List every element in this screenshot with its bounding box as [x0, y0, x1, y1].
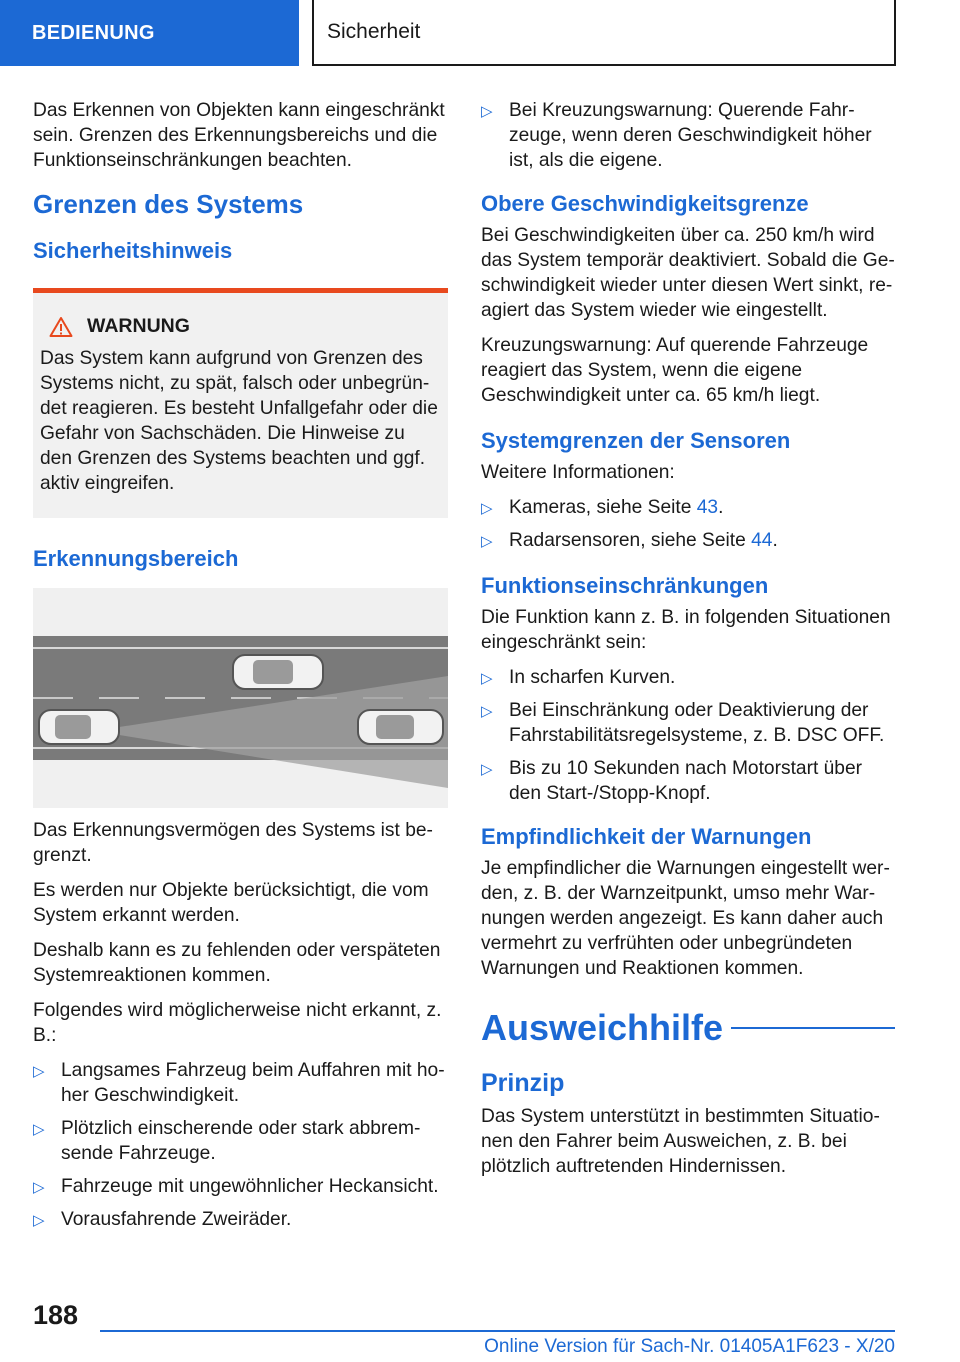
list-item: ▷ Vorausfahrende Zweiräder. — [33, 1207, 448, 1232]
triangle-bullet-icon: ▷ — [481, 103, 493, 120]
obere-paragraph-2: Kreuzungswarnung: Auf querende Fahrzeuge reagiert das System, wenn die eigene Geschwindigkeit unter ca. 65 km/h liegt. — [481, 335, 869, 406]
list-item: ▷ Bei Kreuzungswarnung: Querende Fahrzeuge, wenn deren Geschwindigkeit höher ist, als die eigene. — [481, 100, 872, 171]
triangle-bullet-icon: ▷ — [33, 1063, 45, 1080]
page-number: 188 — [33, 1300, 79, 1330]
footer-divider — [100, 1330, 895, 1332]
warning-label: WARNUNG — [87, 315, 190, 337]
section-title: Sicherheit — [327, 20, 421, 43]
triangle-bullet-icon: ▷ — [33, 1121, 45, 1138]
heading-divider — [731, 1027, 895, 1029]
intro-paragraph: Das Erkennen von Objekten kann eingeschränkt sein. Grenzen des Erkennungsbereichs und die Funktionseinschränkungen beachten. — [33, 100, 445, 171]
list-item: ▷ Bis zu 10 Sekunden nach Motorstart über den Start-/Stopp-Knopf. — [481, 758, 863, 804]
list-item: ▷ In scharfen Kurven. — [481, 665, 895, 690]
prinzip-paragraph: Das System unterstützt in bestimmten Situationen den Fahrer beim Ausweichen, z. B. bei plötzlich auftretenden Hindernissen. — [481, 1106, 880, 1177]
ausweichhilfe-heading-row — [481, 1007, 895, 1049]
figure-caption-2: Es werden nur Objekte berücksichtigt, die vom System erkannt werden. — [33, 880, 429, 926]
left-column — [33, 98, 448, 1240]
warning-triangle-icon — [49, 316, 73, 338]
heading-erkennungsbereich: Erkennungsbereich — [33, 546, 239, 571]
triangle-bullet-icon: ▷ — [481, 670, 493, 687]
triangle-bullet-icon: ▷ — [481, 500, 493, 517]
page-link-radarsensoren[interactable]: 44 — [751, 530, 773, 551]
section-header — [312, 0, 896, 66]
heading-funktionseinschraenkungen: Funktionseinschränkungen — [481, 573, 769, 598]
figure-caption-3: Deshalb kann es zu fehlenden oder verspäteten Systemreaktionen kommen. — [33, 940, 441, 986]
triangle-bullet-icon: ▷ — [33, 1212, 45, 1229]
right-column — [481, 98, 895, 1189]
heading-ausweichhilfe: Ausweichhilfe — [481, 1007, 724, 1048]
heading-empfindlichkeit: Empfindlichkeit der Warnungen — [481, 824, 812, 849]
sensor-list — [481, 495, 895, 553]
warning-box — [33, 288, 448, 518]
list-item: ▷ Radarsensoren, siehe Seite 44. — [481, 528, 895, 553]
not-detected-list — [33, 1058, 448, 1232]
obere-paragraph-1: Bei Geschwindigkeiten über ca. 250 km/h wird das System temporär deaktiviert. Sobald die Geschwindigkeit wieder unter diesen Wert sinkt, reagiert das System wieder wie eingestellt. — [481, 225, 895, 321]
page-link-kameras[interactable]: 43 — [696, 497, 719, 518]
footer-text: Online Version für Sach-Nr. 01405A1F623 - X/20 — [484, 1336, 895, 1357]
list-item: ▷ Kameras, siehe Seite 43. — [481, 495, 895, 520]
heading-systemgrenzen-sensoren: Systemgrenzen der Sensoren — [481, 428, 791, 453]
sensoren-paragraph: Weitere Informationen: — [481, 462, 675, 483]
heading-obere-geschwindigkeitsgrenze: Obere Geschwindigkeitsgrenze — [481, 191, 809, 216]
car-right-icon — [358, 710, 443, 744]
car-ahead-icon — [233, 655, 323, 689]
chapter-tab — [0, 0, 299, 66]
triangle-bullet-icon: ▷ — [481, 761, 493, 778]
list-item: ▷ Langsames Fahrzeug beim Auffahren mit hoher Geschwindigkeit. — [33, 1060, 445, 1106]
chapter-title: BEDIENUNG — [32, 21, 155, 44]
list-item: ▷ Bei Einschränkung oder Deaktivierung der Fahrstabilitätsregelsysteme, z. B. DSC OFF. — [481, 700, 885, 746]
triangle-bullet-icon: ▷ — [481, 533, 493, 550]
triangle-bullet-icon: ▷ — [33, 1179, 45, 1196]
funktion-paragraph: Die Funktion kann z. B. in folgenden Situationen eingeschränkt sein: — [481, 607, 891, 653]
triangle-bullet-icon: ▷ — [481, 703, 493, 720]
crossing-warning-list — [481, 98, 895, 173]
own-car-icon — [39, 710, 119, 744]
figure-caption-4: Folgendes wird möglicherweise nicht erkannt, z. B.: — [33, 1000, 442, 1046]
detection-range-figure — [33, 588, 448, 808]
funktion-list — [481, 665, 895, 806]
warning-text: Das System kann aufgrund von Grenzen des Systems nicht, zu spät, falsch oder unbegründet reagieren. Es besteht Unfallgefahr oder die Gefahr von Sachschäden. Die Hinweise zu den Grenzen des Systems beachten und ggf. aktiv eingreifen. — [40, 348, 438, 494]
empfindlichkeit-paragraph: Je empfindlicher die Warnungen eingestellt werden, z. B. der Warnzeitpunkt, umso mehr Warnungen werden angezeigt. Es kann daher auch vermehrt zu verfrühten oder unbegründeten Warnungen und Reaktionen kommen. — [481, 858, 890, 979]
list-item: ▷ Fahrzeuge mit ungewöhnlicher Heckansicht. — [33, 1174, 448, 1199]
list-item: ▷ Plötzlich einscherende oder stark abbremsende Fahrzeuge. — [33, 1118, 421, 1164]
warning-header — [49, 315, 441, 338]
heading-sicherheitshinweis: Sicherheitshinweis — [33, 238, 233, 263]
detection-range-illustration — [33, 588, 448, 808]
figure-caption-1: Das Erkennungsvermögen des Systems ist begrenzt. — [33, 820, 433, 866]
heading-grenzen: Grenzen des Systems — [33, 189, 304, 219]
heading-prinzip: Prinzip — [481, 1069, 565, 1097]
